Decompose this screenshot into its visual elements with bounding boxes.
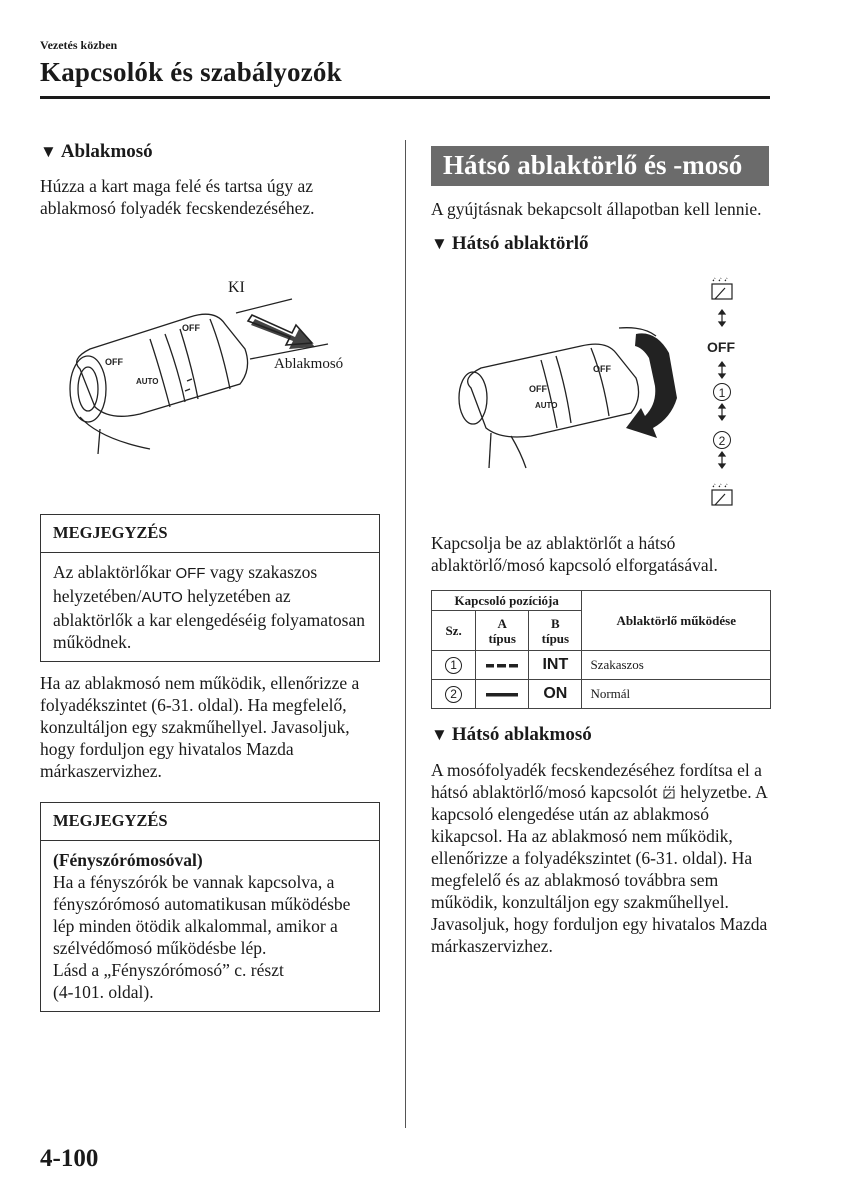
operation-desc: Szakaszos <box>582 651 771 680</box>
switch-position-table <box>431 590 771 709</box>
table-header-no: Sz. <box>432 611 476 651</box>
note-reference: Lásd a „Fényszórómosó” c. részt <box>53 960 284 980</box>
off-keyword: OFF <box>175 565 206 582</box>
stalk-off-label-2: OFF <box>593 364 611 374</box>
triangle-icon: ▼ <box>431 234 448 253</box>
rear-wiper-instructions: Kapcsolja be az ablaktörlőt a hátsó ablaktörlő/mosó kapcsoló elforgatásával. <box>431 533 718 575</box>
position-number: 2 <box>432 680 476 709</box>
table-group-header: Kapcsoló pozíciója <box>432 591 582 611</box>
column-divider <box>405 140 406 1128</box>
sequence-off-label: OFF <box>707 339 735 355</box>
note-title: MEGJEGYZÉS <box>41 515 379 553</box>
ignition-requirement: A gyújtásnak bekapcsolt állapotban kell lennie. <box>431 199 762 219</box>
operation-desc: Normál <box>582 680 771 709</box>
svg-text:2: 2 <box>718 434 726 448</box>
note-title: MEGJEGYZÉS <box>41 803 379 841</box>
note-subtitle: (Fényszórómosóval) <box>53 850 203 870</box>
sequence-position-2 <box>714 432 731 449</box>
page-number: 4-100 <box>40 1145 99 1172</box>
triangle-icon: ▼ <box>40 142 57 161</box>
rear-wiper-heading: ▼ Hátsó ablaktörlő <box>431 233 589 254</box>
right-column <box>431 146 773 957</box>
note-box-1 <box>40 514 380 662</box>
left-column <box>40 140 380 1012</box>
note-text: Ha a fényszórók be vannak kapcsolva, a fényszórómosó automatikusan működésbe lép minden ötödik alkalommal, amikor a szélvédőmosó működésbe lép. <box>53 872 351 958</box>
washer-instructions: Húzza a kart maga felé és tartsa úgy az ablakmosó folyadék fecskendezéséhez. <box>40 176 315 218</box>
washer-callout: Ablakmosó <box>274 356 344 372</box>
continuous-line-icon <box>476 680 529 709</box>
washer-lever-figure <box>40 279 380 454</box>
washer-position-icon-top <box>712 278 732 299</box>
stalk-off-label-2: OFF <box>182 323 200 333</box>
table-row <box>432 680 771 709</box>
rear-washer-heading: ▼ Hátsó ablakmosó <box>431 724 592 745</box>
washer-position-icon-bottom <box>712 484 732 505</box>
rear-wiper-stalk-illustration <box>431 268 773 518</box>
sequence-position-1 <box>714 384 731 401</box>
type-b-value: ON <box>529 680 582 709</box>
stalk-off-label: OFF <box>529 384 547 394</box>
position-number: 1 <box>432 651 476 680</box>
washer-position-icon <box>662 785 676 799</box>
washer-troubleshoot: Ha az ablakmosó nem működik, ellenőrizze a folyadékszintet (6-31. oldal). Ha megfelelő, konzultáljon egy szakműhellyel. Javasoljuk, hogy forduljon egy hivatalos Mazda márkaszervizhez. <box>40 673 360 781</box>
table-header-type-a: A típus <box>476 611 529 651</box>
page-title: Kapcsolók és szabályozók <box>40 57 342 87</box>
rear-washer-instructions: A mosófolyadék fecskendezéséhez fordítsa el a hátsó ablaktörlő/mosó kapcsolót helyzetbe. A kapcsoló elengedése után az ablakmosó kikapcsol. Ha az ablakmosó nem működik, ellenőrizze a folyadékszintet (6-31. oldal). Ha megfelelő és az ablakmosó továbbra sem működik, konzultáljon egy szakműhellyel. Javasoljuk, hogy forduljon egy hivatalos Mazda márkaszervizhez. <box>431 760 768 956</box>
stalk-off-label: OFF <box>105 357 123 367</box>
auto-keyword: AUTO <box>141 589 183 606</box>
off-callout: KI <box>228 279 245 296</box>
table-header-operation: Ablaktörlő működése <box>582 591 771 651</box>
rear-wiper-figure <box>431 268 773 518</box>
stalk-auto-label: AUTO <box>535 401 558 410</box>
svg-text:1: 1 <box>718 386 726 400</box>
section-banner: Hátsó ablaktörlő és -mosó <box>431 146 769 186</box>
triangle-icon: ▼ <box>431 725 448 744</box>
rotate-arrow-icon <box>626 333 677 438</box>
type-b-value: INT <box>529 651 582 680</box>
section-label: Vezetés közben <box>40 38 118 52</box>
table-header-type-b: B típus <box>529 611 582 651</box>
stalk-auto-label: AUTO <box>136 377 159 386</box>
note-box-2 <box>40 802 380 1012</box>
washer-heading: ▼ Ablakmosó <box>40 141 153 162</box>
header-rule <box>40 96 770 99</box>
note-reference-page: (4-101. oldal). <box>53 982 154 1002</box>
note-body <box>41 841 379 1011</box>
table-row <box>432 651 771 680</box>
intermittent-dash-icon <box>476 651 529 680</box>
note-body: Az ablaktörlőkar OFF vagy szakaszos helyzetében/AUTO helyzetében az ablaktörlők a kar elengedéséig folyamatosan működnek. <box>53 562 365 652</box>
